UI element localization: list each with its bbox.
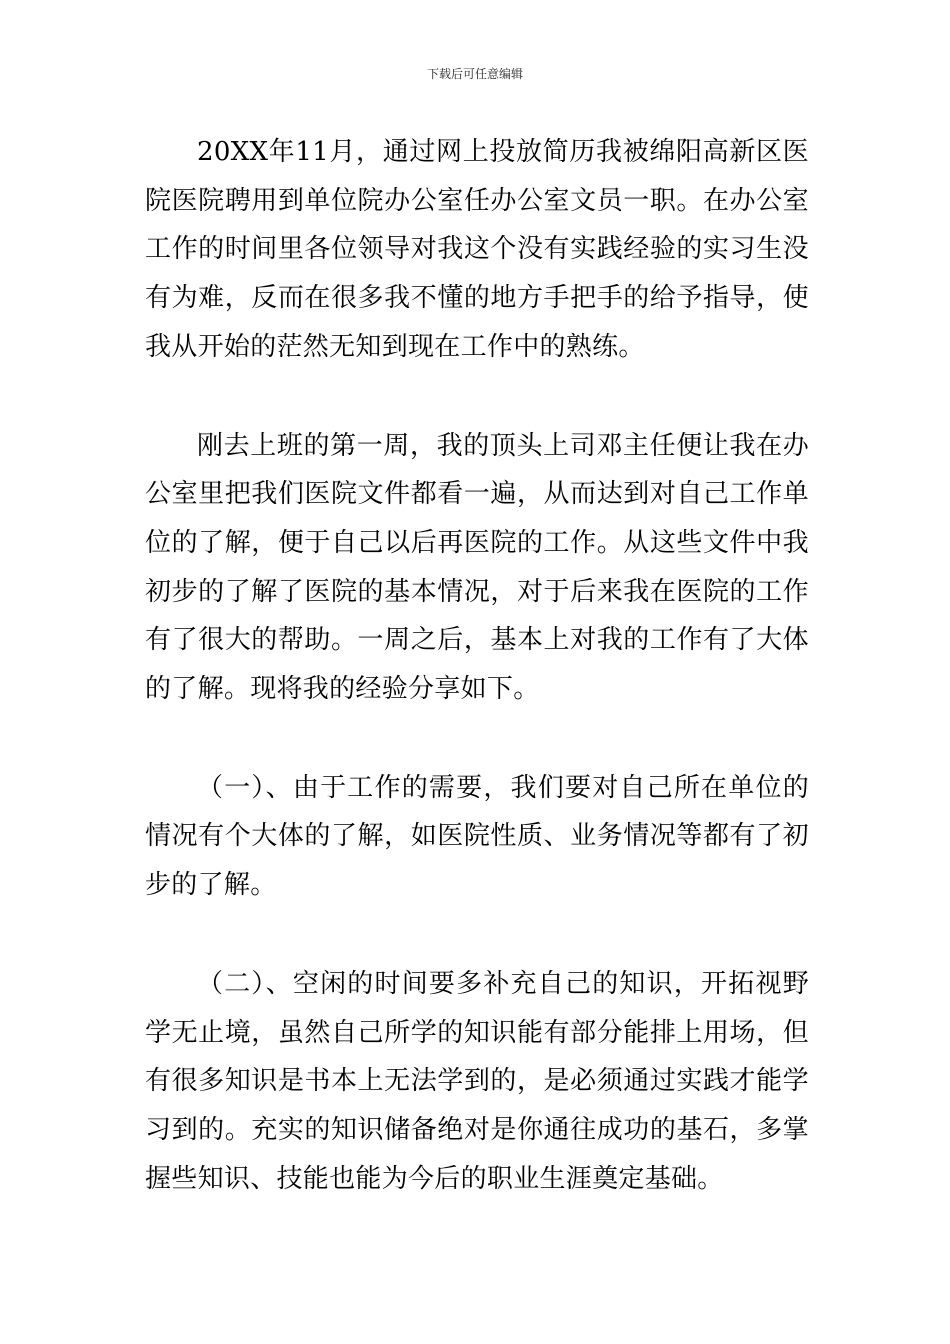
paragraph-intro: 20XX年11月，通过网上投放简历我被绵阳高新区医院医院聘用到单位院办公室任办公室文员一职。在办公室工作的时间里各位领导对我这个没有实践经验的实习生没有为难，反而在很多我不懂的地方手把手的给予指导，使我从开始的茫然无知到现在工作中的熟练。 [145, 137, 809, 362]
paragraph-first-week: 刚去上班的第一周，我的顶头上司邓主任便让我在办公室里把我们医院文件都看一遍，从而达到对自己工作单位的了解，便于自己以后再医院的工作。从这些文件中我初步的了解了医院的基本情况，对于后来我在医院的工作有了很大的帮助。一周之后，基本上对我的工作有了大体的了解。现将我的经验分享如下。 [145, 430, 809, 705]
paragraph-point-two: （二）、空闲的时间要多补充自己的知识，开拓视野学无止境，虽然自己所学的知识能有部分能排上用场，但有很多知识是书本上无法学到的，是必须通过实践才能学习到的。充实的知识储备绝对是你通往成功的基石，多掌握些知识、技能也能为今后的职业生涯奠定基础。 [145, 968, 809, 1194]
document-body [145, 128, 809, 1203]
paragraph-point-one: （一）、由于工作的需要，我们要对自己所在单位的情况有个大体的了解，如医院性质、业务情况等都有了初步的了解。 [145, 772, 809, 901]
header-note: 下载后可任意编辑 [426, 67, 523, 81]
